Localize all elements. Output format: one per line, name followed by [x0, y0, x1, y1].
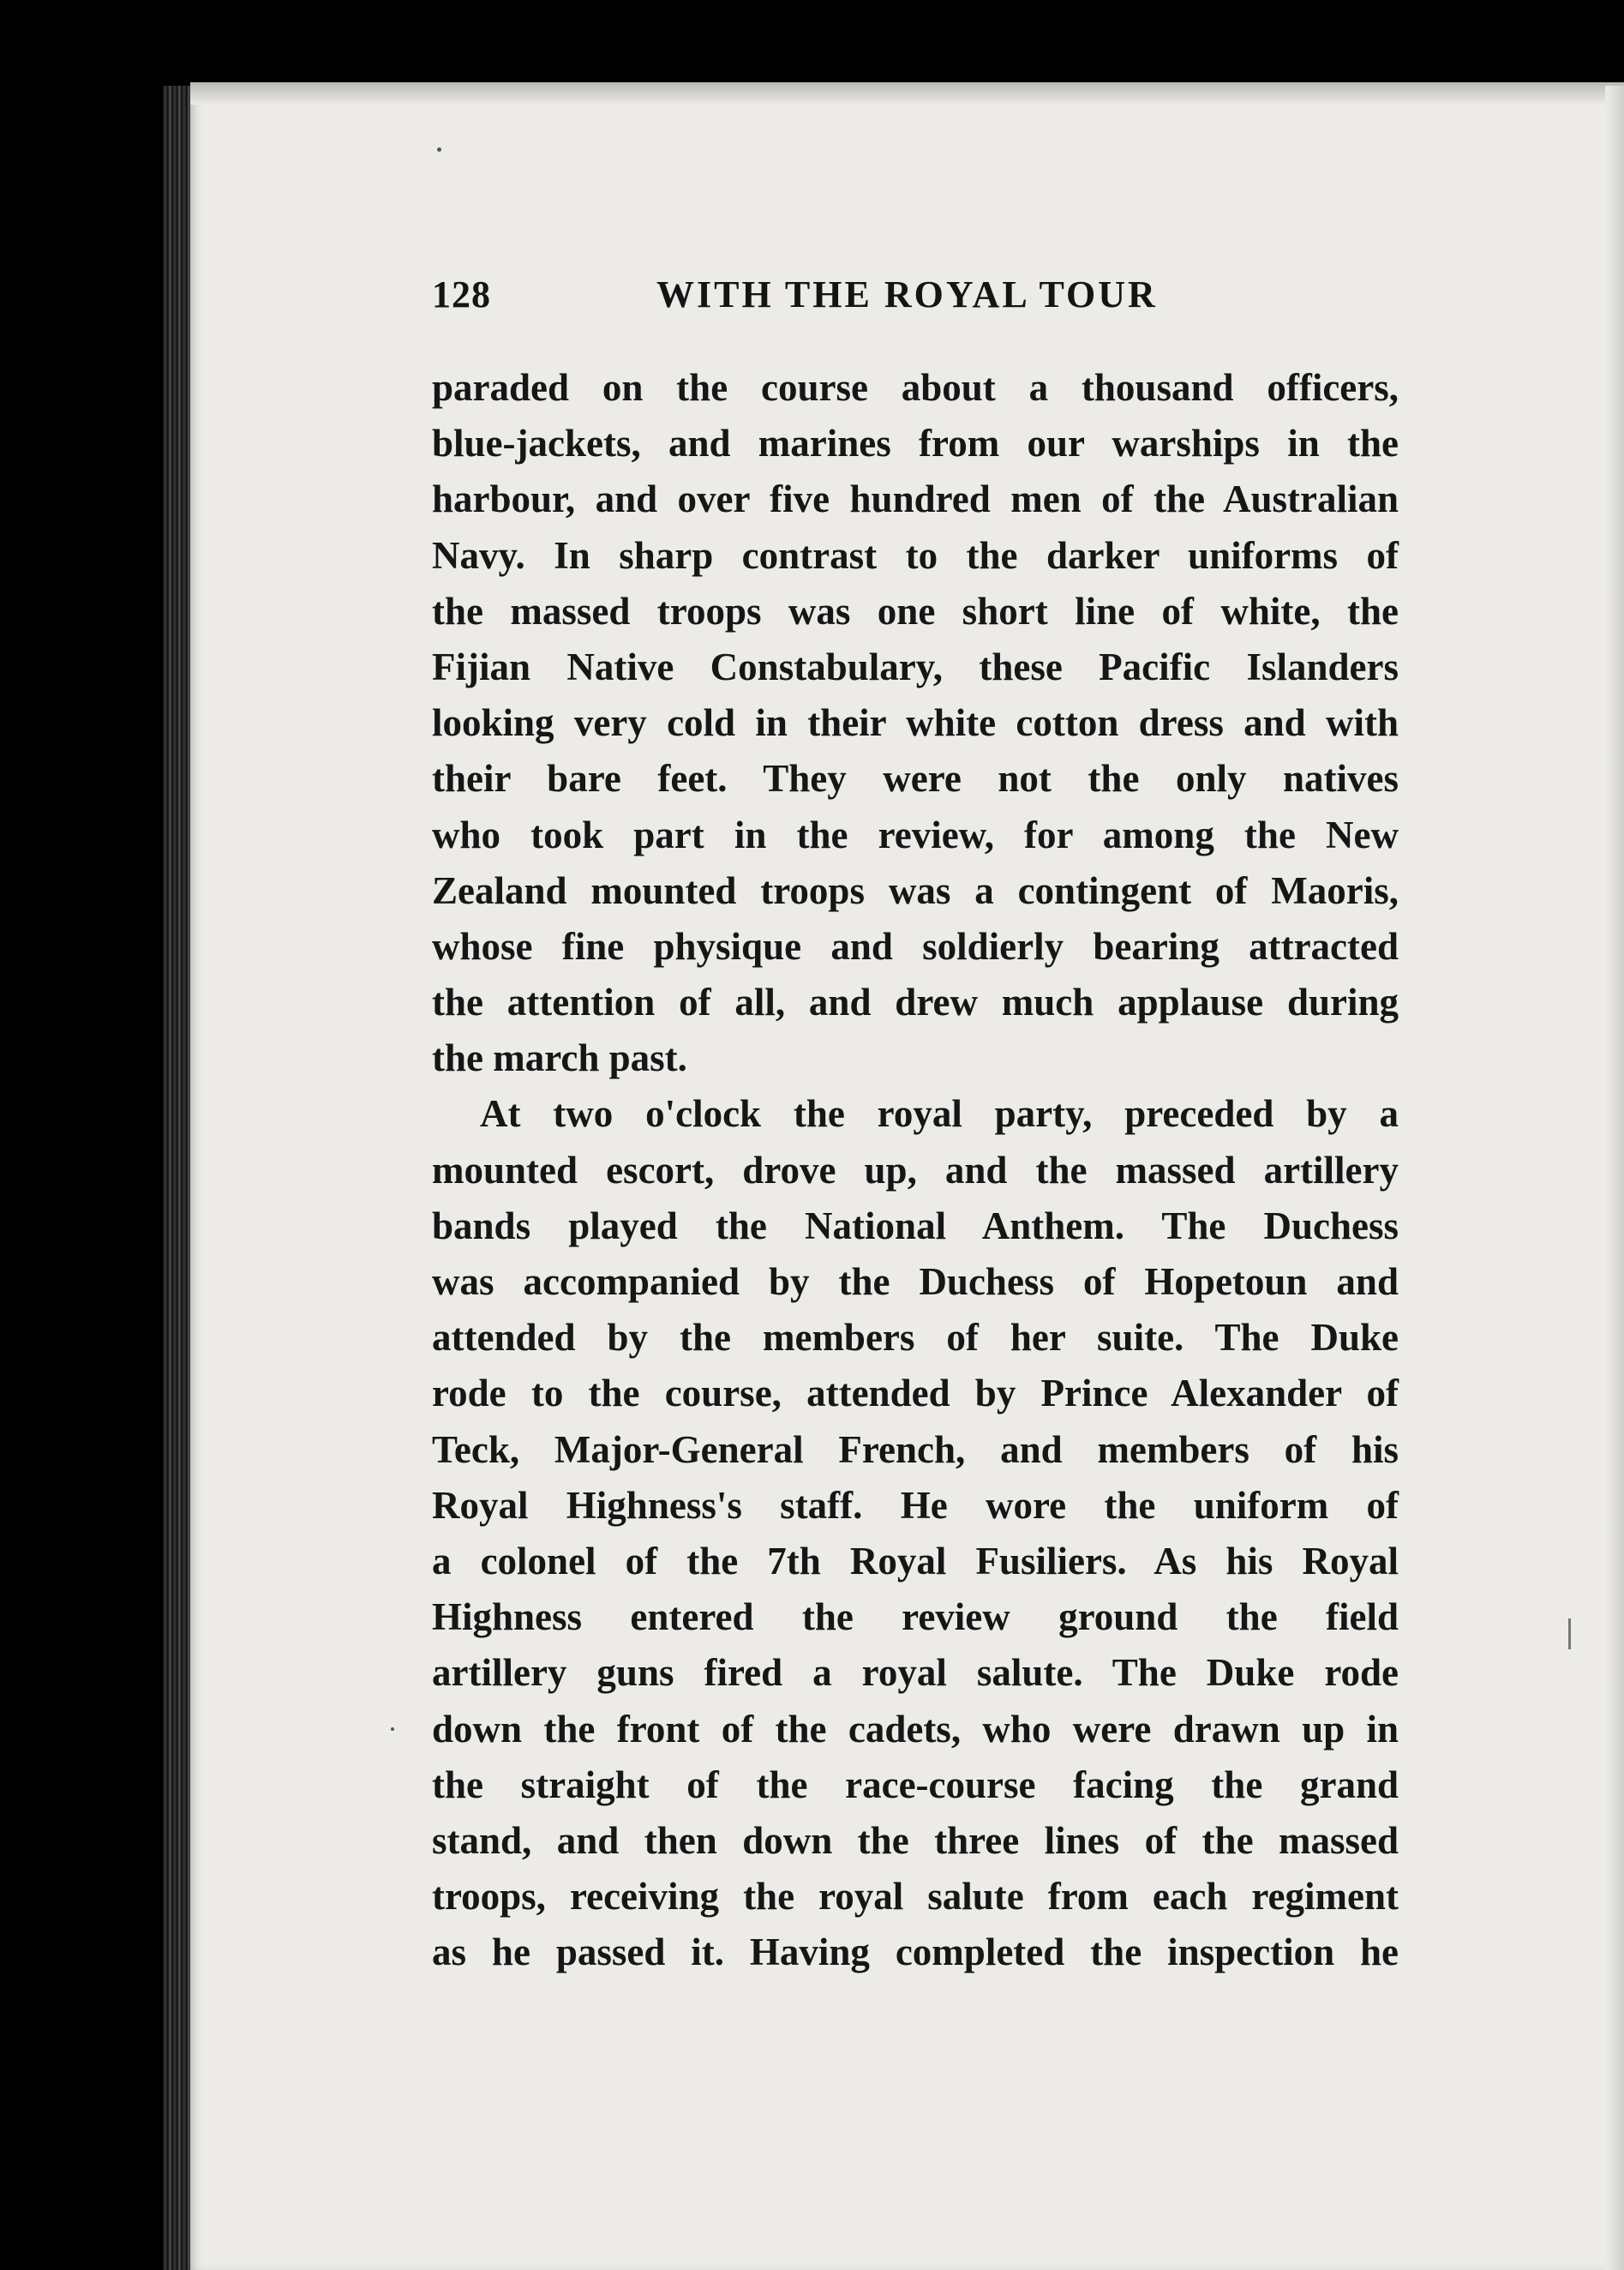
text-line: artillery guns fired a royal salute. The Duke rode	[432, 1651, 1399, 1695]
page-right-edge	[1605, 86, 1624, 2270]
running-title: WITH THE ROYAL TOUR	[656, 273, 1158, 315]
text-line: whose fine physique and soldierly bearing attracted	[432, 924, 1399, 968]
text-line: Zealand mounted troops was a contingent of Maoris,	[432, 868, 1399, 912]
text-line: down the front of the cadets, who were drawn up in	[432, 1707, 1399, 1751]
text-line: At two o'clock the royal party, preceded by a	[480, 1092, 1399, 1136]
text-line: bands played the National Anthem. The Duchess	[432, 1204, 1399, 1247]
text-line: Fijian Native Constabulary, these Pacific Islanders	[432, 645, 1399, 688]
text-line: a colonel of the 7th Royal Fusiliers. As his Royal	[432, 1539, 1399, 1582]
text-line: Teck, Major-General French, and members of his	[432, 1427, 1399, 1471]
text-line: rode to the course, attended by Prince Alexander of	[432, 1372, 1399, 1415]
text-line: was accompanied by the Duchess of Hopetoun and	[432, 1260, 1399, 1303]
text-line: looking very cold in their white cotton dress and with	[432, 701, 1399, 745]
scan-mark	[1568, 1618, 1571, 1649]
text-line: troops, receiving the royal salute from each regiment	[432, 1875, 1399, 1919]
text-line: Navy. In sharp contrast to the darker uniforms of	[432, 533, 1399, 577]
text-line: harbour, and over five hundred men of the Australian	[432, 477, 1399, 521]
text-line: the straight of the race-course facing the grand	[432, 1763, 1399, 1806]
text-line: as he passed it. Having completed the inspection he	[432, 1931, 1399, 1974]
text-line: the massed troops was one short line of white, the	[432, 589, 1399, 633]
page-top-edge	[190, 82, 1624, 105]
text-line: attended by the members of her suite. The Duke	[432, 1316, 1399, 1360]
text-line: stand, and then down the three lines of the massed	[432, 1818, 1399, 1862]
text-line: their bare feet. They were not the only natives	[432, 757, 1399, 801]
text-line: who took part in the review, for among the New	[432, 813, 1399, 856]
text-line: paraded on the course about a thousand officers,	[432, 366, 1399, 409]
page-number: 128	[432, 273, 491, 315]
text-line: the march past.	[432, 1036, 687, 1080]
scan-speck	[391, 1727, 394, 1731]
text-line: blue-jackets, and marines from our warships in the	[432, 422, 1399, 465]
text-line: the attention of all, and drew much applause during	[432, 981, 1399, 1024]
running-head	[432, 273, 1186, 324]
body-text	[432, 360, 1399, 1980]
text-line: Royal Highness's staff. He wore the uniform of	[432, 1483, 1399, 1527]
text-line: Highness entered the review ground the field	[432, 1595, 1399, 1639]
text-line: mounted escort, drove up, and the massed artillery	[432, 1148, 1399, 1192]
scan-speck	[437, 147, 441, 152]
